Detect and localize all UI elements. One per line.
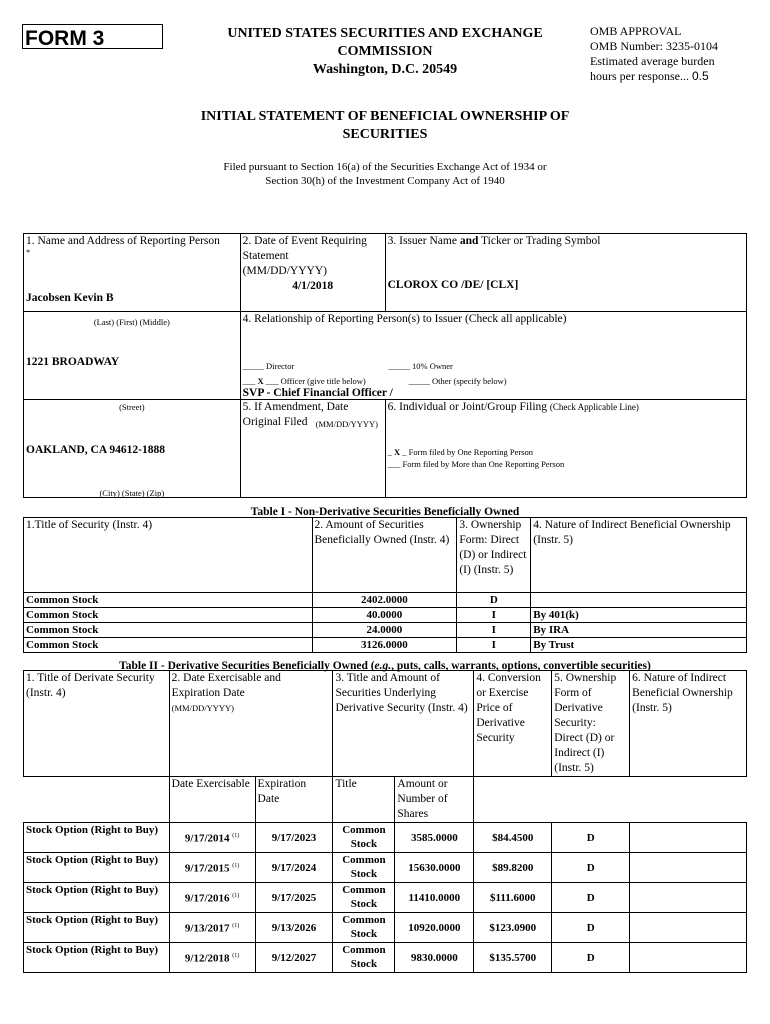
box2-event-date [240, 234, 385, 312]
table2-caption-b: , puts, calls, warrants, options, convertible securities) [391, 660, 651, 672]
table2-caption-a: Table II - Derivative Securities Beneficially Owned ( [119, 660, 375, 672]
t2-sub-blank [630, 777, 747, 823]
omb-burden: Estimated average burden [590, 54, 715, 68]
omb-title: OMB APPROVAL [590, 24, 682, 38]
t2-nature [630, 913, 747, 943]
t2-exercisable [169, 883, 255, 913]
address-city-cell [24, 400, 241, 498]
box3-label-a: 3. Issuer Name [387, 235, 457, 247]
t2-exercisable [169, 943, 255, 973]
filed-pursuant [160, 160, 610, 188]
t1-nature: By Trust [531, 638, 747, 653]
footnote-mark: (1) [232, 953, 240, 960]
t2-header-form: 5. Ownership Form of Derivative Security: Direct (D) or Indirect (I) (Instr. 5) [552, 671, 630, 777]
box6-label-text: 6. Individual or Joint/Group Filing [387, 401, 548, 413]
box5-amendment [240, 400, 385, 498]
t2-form: D [552, 823, 630, 853]
issuer-name: CLOROX CO /DE/ [CLX] [387, 279, 519, 291]
filed-line-2: Section 30(h) of the Investment Company Act of 1940 [265, 175, 505, 187]
t2-expiration: 9/17/2024 [255, 853, 333, 883]
t2-sub-blank [474, 777, 552, 823]
t1-title: Common Stock [24, 623, 313, 638]
footnote-mark: (1) [232, 863, 240, 870]
t1-header-amount: 2. Amount of Securities Beneficially Owned (Instr. 4) [312, 518, 457, 593]
agency-line-1: UNITED STATES SECURITIES AND EXCHANGE [227, 26, 543, 41]
table1-caption: Table I - Non-Derivative Securities Beneficially Owned [250, 506, 520, 518]
t2-shares: 3585.0000 [395, 823, 474, 853]
t2-underlying: Common Stock [333, 823, 395, 853]
t1-amount: 24.0000 [312, 623, 457, 638]
box3-label [388, 234, 744, 249]
t1-form: I [457, 638, 531, 653]
box1-name [24, 234, 241, 312]
t2-header-nature: 6. Nature of Indirect Beneficial Ownership (Instr. 5) [630, 671, 747, 777]
filed-line-1: Filed pursuant to Section 16(a) of the Securities Exchange Act of 1934 or [223, 161, 547, 173]
t2-shares: 11410.0000 [395, 883, 474, 913]
t1-form: I [457, 623, 531, 638]
t2-title: Stock Option (Right to Buy) [24, 853, 170, 883]
t2-expiration: 9/13/2026 [255, 913, 333, 943]
t2-header-title: 1. Title of Derivate Security (Instr. 4) [24, 671, 170, 777]
t2-price: $84.4500 [474, 823, 552, 853]
t2-title: Stock Option (Right to Buy) [24, 883, 170, 913]
table-row [24, 823, 747, 853]
table-row [24, 608, 747, 623]
t2-exercisable-date: 9/17/2015 [184, 862, 230, 875]
document-title [160, 108, 610, 144]
t2-form: D [552, 913, 630, 943]
t2-sub-exercisable: Date Exercisable [169, 777, 255, 823]
t2-exercisable-date: 9/17/2016 [184, 892, 230, 905]
reporter-name: Jacobsen Kevin B [26, 292, 114, 304]
footnote-mark: (1) [232, 833, 240, 840]
filing-mark-prefix: _ [387, 447, 392, 457]
director-line: _____ Director [242, 361, 295, 371]
table-row [24, 638, 747, 653]
t2-form: D [552, 853, 630, 883]
omb-approval [590, 24, 765, 84]
table-row [24, 913, 747, 943]
t2-header-dates [169, 671, 333, 777]
city-caption: (City) (State) (Zip) [99, 488, 165, 498]
t1-nature [531, 593, 747, 608]
reporting-person-table [23, 233, 747, 498]
t2-exercisable [169, 853, 255, 883]
box5-label: 5. If Amendment, Date Original Filed [242, 401, 349, 428]
t2-title: Stock Option (Right to Buy) [24, 913, 170, 943]
t2-nature [630, 823, 747, 853]
t2-form: D [552, 883, 630, 913]
t2-expiration: 9/17/2023 [255, 823, 333, 853]
t1-nature: By 401(k) [531, 608, 747, 623]
t2-price: $111.6000 [474, 883, 552, 913]
t2-nature [630, 943, 747, 973]
t2-underlying: Common Stock [333, 883, 395, 913]
box2-label: 2. Date of Event Requiring Statement [242, 235, 367, 262]
box3-issuer [385, 234, 746, 312]
t1-form: I [457, 608, 531, 623]
filing-one-text: _ Form filed by One Reporting Person [402, 447, 534, 457]
t1-amount: 2402.0000 [312, 593, 457, 608]
t2-exercisable-date: 9/13/2017 [184, 922, 230, 935]
t2-exercisable [169, 913, 255, 943]
t2-sub-blank [24, 777, 170, 823]
t2-title: Stock Option (Right to Buy) [24, 943, 170, 973]
street-caption: (Street) [119, 402, 145, 412]
omb-hours-value: 0.5 [691, 69, 709, 83]
footnote-mark: (1) [232, 923, 240, 930]
other-line: _____ Other (specify below) [408, 376, 507, 386]
omb-number: OMB Number: 3235-0104 [590, 39, 718, 53]
t2-expiration: 9/17/2025 [255, 883, 333, 913]
officer-title: SVP - Chief Financial Officer / [242, 387, 393, 399]
t2-nature [630, 853, 747, 883]
table-row [24, 943, 747, 973]
city-state-zip: OAKLAND, CA 94612-1888 [26, 444, 165, 456]
box2-format: (MM/DD/YYYY) [242, 265, 327, 277]
t2-exercisable [169, 823, 255, 853]
box1-label: 1. Name and Address of Reporting Person [26, 235, 220, 247]
table-row [24, 623, 747, 638]
t2-header-dates-label: 2. Date Exercisable and Expiration Date [171, 672, 281, 699]
t2-shares: 15630.0000 [395, 853, 474, 883]
table2-caption-eg: e.g. [374, 660, 392, 672]
title-line-1: INITIAL STATEMENT OF BENEFICIAL OWNERSHIP OF [200, 109, 570, 124]
t2-sub-amount: Amount or Number of Shares [395, 777, 474, 823]
address-street-cell [24, 312, 241, 400]
filing-more: ___ Form filed by More than One Reporting Person [387, 459, 565, 469]
t2-exercisable-date: 9/17/2014 [184, 832, 230, 845]
t2-shares: 10920.0000 [395, 913, 474, 943]
t1-header-nature: 4. Nature of Indirect Beneficial Ownership (Instr. 5) [531, 518, 747, 593]
t2-sub-blank [552, 777, 630, 823]
table-row [24, 593, 747, 608]
omb-hours [590, 69, 765, 84]
omb-hours-label: hours per response... [590, 69, 689, 83]
t1-amount: 3126.0000 [312, 638, 457, 653]
t1-header-title: 1.Title of Security (Instr. 4) [24, 518, 313, 593]
street-address: 1221 BROADWAY [26, 356, 120, 368]
name-caption: (Last) (First) (Middle) [93, 317, 170, 327]
agency-line-3: Washington, D.C. 20549 [312, 62, 458, 77]
t2-underlying: Common Stock [333, 853, 395, 883]
footnote-mark: (1) [232, 893, 240, 900]
box6-filing [385, 400, 746, 498]
t1-title: Common Stock [24, 593, 313, 608]
t2-price: $123.0900 [474, 913, 552, 943]
t2-nature [630, 883, 747, 913]
table-row [24, 853, 747, 883]
t2-title: Stock Option (Right to Buy) [24, 823, 170, 853]
box4-relationship [240, 312, 746, 400]
box3-label-b: Ticker or Trading Symbol [481, 235, 601, 247]
t2-sub-expiration: Expiration Date [255, 777, 333, 823]
t1-form: D [457, 593, 531, 608]
title-line-2: SECURITIES [342, 127, 428, 142]
t2-header-price: 4. Conversion or Exercise Price of Derivative Security [474, 671, 552, 777]
t1-title: Common Stock [24, 638, 313, 653]
agency-heading [200, 25, 570, 79]
box1-footnote: * [26, 247, 31, 257]
officer-mark: X [257, 376, 264, 386]
t2-form: D [552, 943, 630, 973]
table-row [24, 883, 747, 913]
t2-price: $135.5700 [474, 943, 552, 973]
t2-exercisable-date: 9/12/2018 [184, 952, 230, 965]
t2-expiration: 9/12/2027 [255, 943, 333, 973]
t1-header-form: 3. Ownership Form: Direct (D) or Indirect (I) (Instr. 5) [457, 518, 531, 593]
t2-underlying: Common Stock [333, 943, 395, 973]
box4-label: 4. Relationship of Reporting Person(s) to Issuer (Check all applicable) [242, 313, 567, 325]
officer-prefix: ___ [242, 376, 256, 386]
t2-shares: 9830.0000 [395, 943, 474, 973]
t2-header-dates-format: (MM/DD/YYYY) [171, 703, 234, 713]
officer-suffix: ___ Officer (give title below) [265, 376, 366, 386]
ten-pct-owner-line: _____ 10% Owner [388, 361, 453, 371]
form-label: FORM 3 [22, 24, 163, 49]
t2-price: $89.8200 [474, 853, 552, 883]
agency-line-2: COMMISSION [337, 44, 433, 59]
t1-title: Common Stock [24, 608, 313, 623]
box6-label [388, 400, 744, 415]
t1-amount: 40.0000 [312, 608, 457, 623]
box6-note: (Check Applicable Line) [549, 402, 639, 412]
t2-sub-title: Title [333, 777, 395, 823]
t2-underlying: Common Stock [333, 913, 395, 943]
box5-format: (MM/DD/YYYY) [315, 419, 378, 429]
filing-mark: X [394, 447, 401, 457]
box3-label-and: and [459, 235, 479, 247]
table1 [23, 517, 747, 653]
t2-header-underlying: 3. Title and Amount of Securities Underlying Derivative Security (Instr. 4) [333, 671, 474, 777]
t1-nature: By IRA [531, 623, 747, 638]
event-date: 4/1/2018 [292, 280, 334, 292]
table2 [23, 670, 747, 973]
